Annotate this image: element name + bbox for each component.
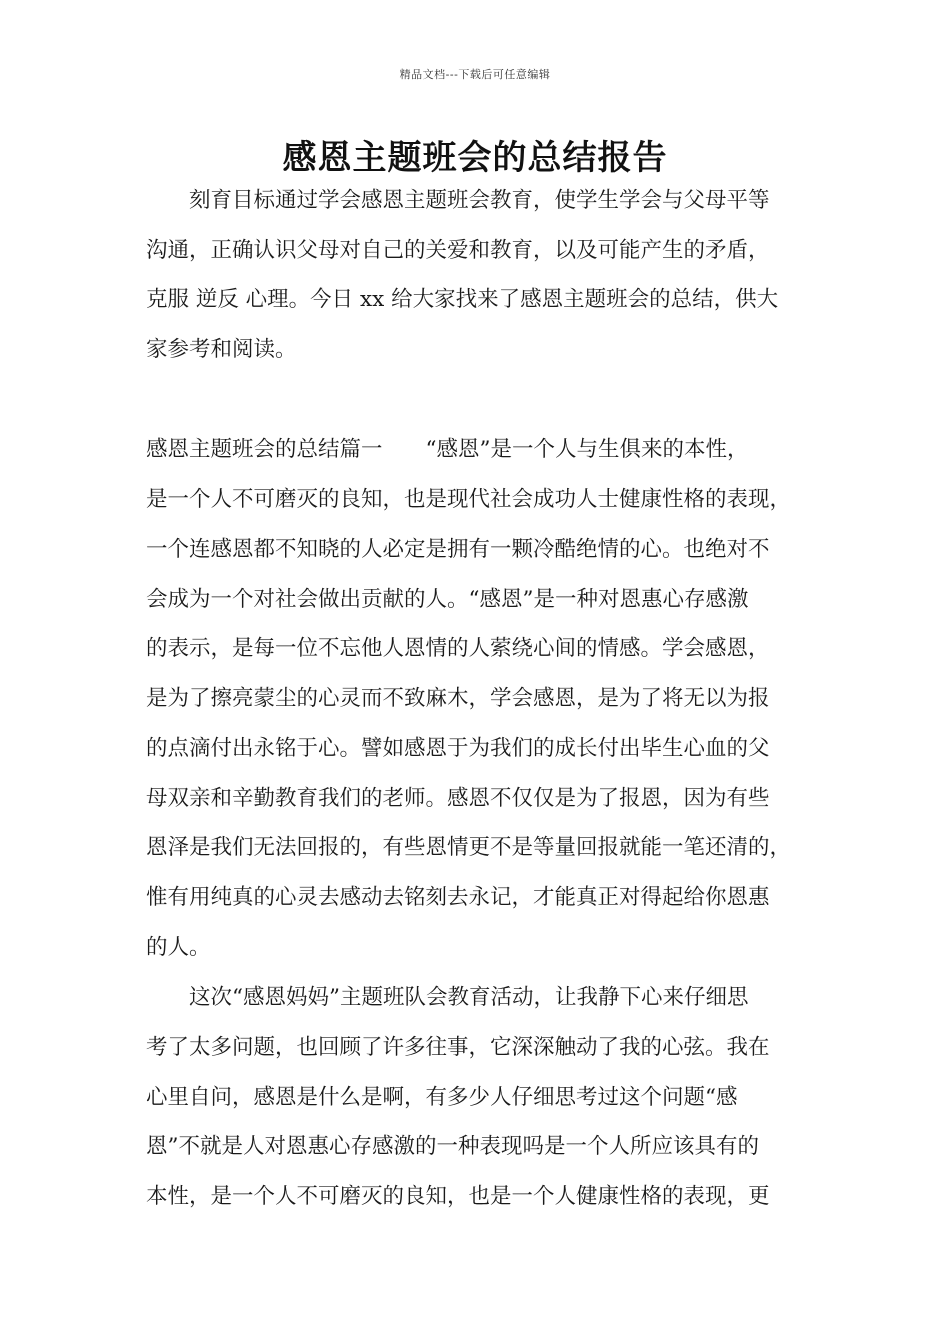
text-line: 恩”不就是人对恩惠心存感激的一种表现吗是一个人所应该具有的 [146,1134,759,1159]
text-line: 家参考和阅读。 [146,337,297,362]
text-line: 感恩主题班会的总结篇一 “感恩”是一个人与生俱来的本性， [146,437,749,462]
text-line: 克服 逆反 心理。今日 xx 给大家找来了感恩主题班会的总结，供大 [146,287,779,312]
text-line: 的表示，是每一位不忘他人恩情的人萦绕心间的情感。学会感恩， [146,636,770,661]
text-line: 这次“感恩妈妈”主题班队会教育活动，让我静下心来仔细思 [146,985,749,1010]
text-line: 是为了擦亮蒙尘的心灵而不致麻木，学会感恩，是为了将无以为报 [146,686,770,711]
text-line: 的人。 [146,935,211,960]
header-note: 精品文档---下载后可任意编辑 [399,68,551,81]
text-line: 恩泽是我们无法回报的，有些恩情更不是等量回报就能一笔还清的， [146,835,792,860]
text-line: 沟通，正确认识父母对自己的关爱和教育，以及可能产生的矛盾， [146,238,770,263]
text-line: 惟有用纯真的心灵去感动去铭刻去永记，才能真正对得起给你恩惠 [146,885,770,910]
text-line: 母双亲和辛勤教育我们的老师。感恩不仅仅是为了报恩，因为有些 [146,786,770,811]
text-line: 一个连感恩都不知晓的人必定是拥有一颗冷酷绝情的心。也绝对不 [146,537,770,562]
text-line: 本性，是一个人不可磨灭的良知，也是一个人健康性格的表现，更 [146,1184,770,1209]
text-line: 心里自问，感恩是什么是啊，有多少人仔细思考过这个问题“感 [146,1085,738,1110]
page-title: 感恩主题班会的总结报告 [282,138,668,178]
text-line: 考了太多问题，也回顾了许多往事，它深深触动了我的心弦。我在 [146,1035,770,1060]
text-line: 会成为一个对社会做出贡献的人。“感恩”是一种对恩惠心存感激 [146,587,749,612]
text-line: 刻育目标通过学会感恩主题班会教育，使学生学会与父母平等 [146,188,770,213]
text-line: 的点滴付出永铭于心。譬如感恩于为我们的成长付出毕生心血的父 [146,736,770,761]
text-line: 是一个人不可磨灭的良知，也是现代社会成功人士健康性格的表现， [146,487,792,512]
